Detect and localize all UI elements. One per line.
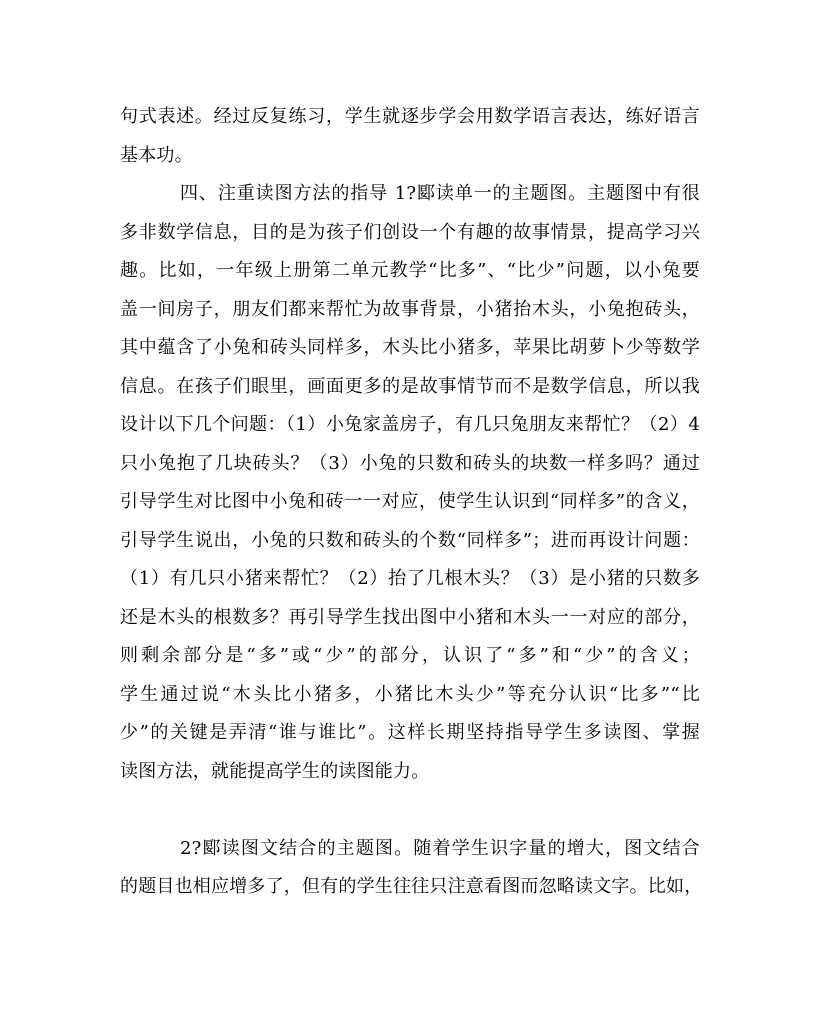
text-line-11: 引导学生对比图中小兔和砖一一对应，使学生认识到“同样多”的含义， — [120, 491, 700, 512]
text-line-6: 盖一间房子，朋友们都来帮忙为故事背景，小猪抬木头，小兔抱砖头， — [120, 298, 700, 320]
text-line-5: 趣。比如，一年级上册第二单元教学“比多”、“比少”问题，以小兔要 — [120, 260, 700, 281]
text-line-3: 四、注重读图方法的指导 1?郾读单一的主题图。主题图中有很 — [180, 183, 700, 204]
text-line-20: 的题目也相应增多了，但有的学生往往只注意看图而忽略读文字。比如， — [120, 876, 703, 897]
text-line-4: 多非数学信息，目的是为孩子们创设一个有趣的故事情景，提高学习兴 — [120, 221, 700, 243]
text-line-15: 则剩余部分是“多”或“少”的部分，认识了“多”和“少”的含义； — [120, 645, 700, 666]
text-line-13: （1）有几只小猪来帮忙？（2）抬了几根木头？（3）是小猪的只数多 — [120, 568, 700, 589]
text-line-12: 引导学生说出，小兔的只数和砖头的个数“同样多”；进而再设计问题： — [120, 529, 700, 551]
text-line-16: 学生通过说“木头比小猪多，小猪比木头少”等充分认识“比多”“比 — [120, 683, 700, 705]
text-line-2: 基本功。 — [120, 144, 193, 166]
text-line-14: 还是木头的根数多？再引导学生找出图中小猪和木头一一对应的部分， — [120, 606, 700, 628]
text-line-1: 句式表述。经过反复练习，学生就逐步学会用数学语言表达，练好语言 — [120, 106, 700, 127]
text-line-8: 信息。在孩子们眼里，画面更多的是故事情节而不是数学信息，所以我 — [120, 375, 700, 397]
blank-line — [120, 791, 700, 830]
text-line-18: 读图方法，就能提高学生的读图能力。 — [120, 760, 430, 782]
text-line-19: 2?郾读图文结合的主题图。随着学生识字量的增大，图文结合 — [180, 837, 700, 859]
text-line-10: 只小兔抱了几块砖头？（3）小兔的只数和砖头的块数一样多吗？通过 — [120, 452, 700, 474]
text-line-7: 其中蕴含了小兔和砖头同样多，木头比小猪多，苹果比胡萝卜少等数学 — [120, 337, 700, 358]
text-line-17: 少”的关键是弄清“谁与谁比”。这样长期坚持指导学生多读图、掌握 — [120, 722, 700, 743]
text-line-9: 设计以下几个问题：（1）小兔家盖房子，有几只兔朋友来帮忙？（2）4 — [120, 414, 700, 435]
document-page — [120, 98, 703, 907]
